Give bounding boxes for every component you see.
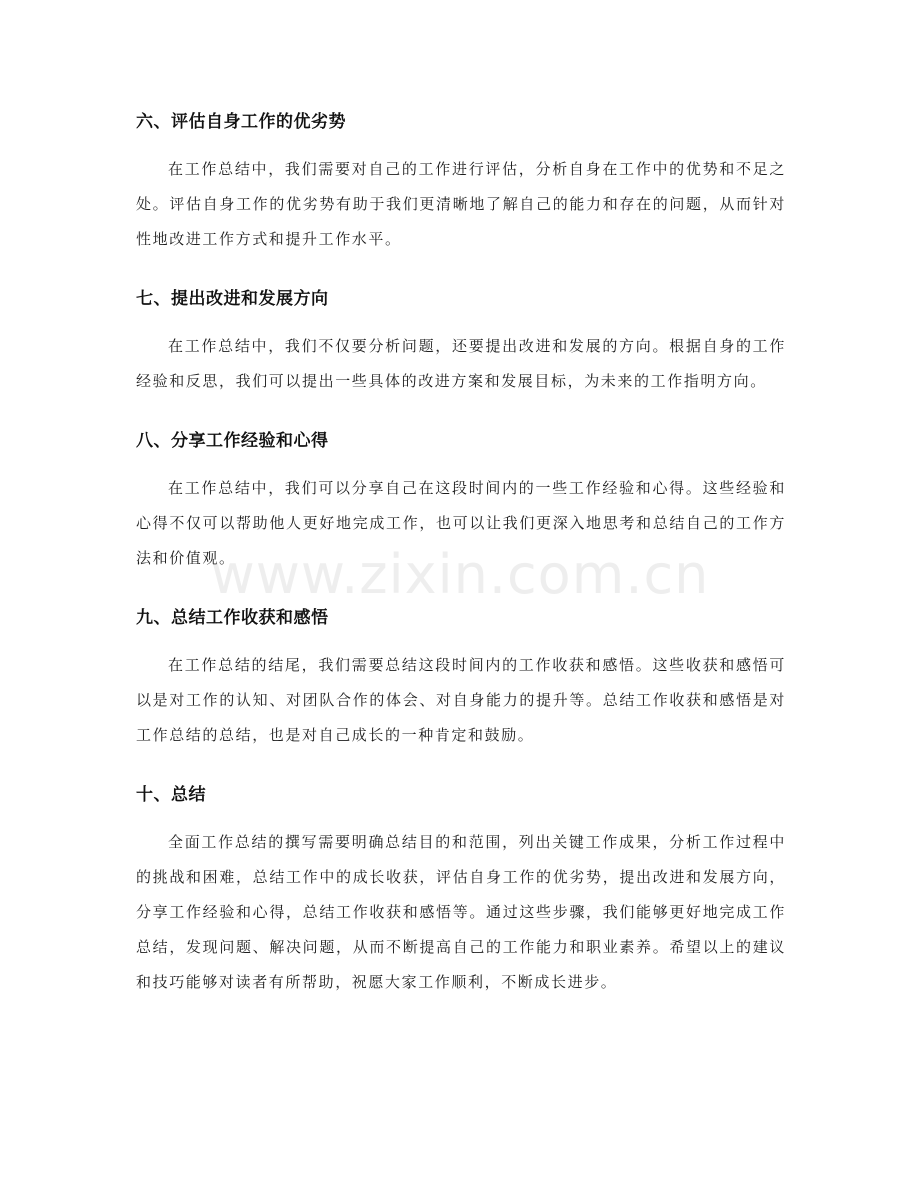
section-share-experience (136, 423, 786, 576)
section-conclusion (136, 777, 786, 1000)
section-heading: 八、分享工作经验和心得 (136, 431, 329, 451)
section-paragraph: 在工作总结中，我们需要对自己的工作进行评估，分析自身在工作中的优势和不足之处。评估自身工作的优劣势有助于我们更清晰地了解自己的能力和存在的问题，从而针对性地改进工作方式和提升工作水平。 (136, 160, 786, 248)
section-paragraph: 在工作总结中，我们可以分享自己在这段时间内的一些工作经验和心得。这些经验和心得不仅可以帮助他人更好地完成工作，也可以让我们更深入地思考和总结自己的工作方法和价值观。 (136, 479, 786, 567)
section-paragraph: 在工作总结中，我们不仅要分析问题，还要提出改进和发展的方向。根据自身的工作经验和反思，我们可以提出一些具体的改进方案和发展目标，为未来的工作指明方向。 (136, 337, 786, 390)
section-heading: 九、总结工作收获和感悟 (136, 608, 329, 628)
watermark: www.zixin.com.cn (210, 543, 710, 606)
section-evaluate-strengths (136, 104, 786, 257)
document-content (136, 104, 786, 1024)
section-paragraph: 在工作总结的结尾，我们需要总结这段时间内的工作收获和感悟。这些收获和感悟可以是对工作的认知、对团队合作的体会、对自身能力的提升等。总结工作收获和感悟是对工作总结的总结，也是对自己成长的一种肯定和鼓励。 (136, 656, 786, 744)
section-heading: 十、总结 (136, 785, 206, 805)
section-improvement-direction (136, 281, 786, 399)
section-heading: 七、提出改进和发展方向 (136, 289, 329, 309)
section-gains-insights (136, 600, 786, 753)
section-paragraph: 全面工作总结的撰写需要明确总结目的和范围，列出关键工作成果，分析工作过程中的挑战和困难，总结工作中的成长收获，评估自身工作的优劣势，提出改进和发展方向，分享工作经验和心得，总结工作收获和感悟等。通过这些步骤，我们能够更好地完成工作总结，发现问题、解决问题，从而不断提高自己的工作能力和职业素养。希望以上的建议和技巧能够对读者有所帮助，祝愿大家工作顺利，不断成长进步。 (136, 833, 786, 991)
section-heading: 六、评估自身工作的优劣势 (136, 112, 346, 132)
